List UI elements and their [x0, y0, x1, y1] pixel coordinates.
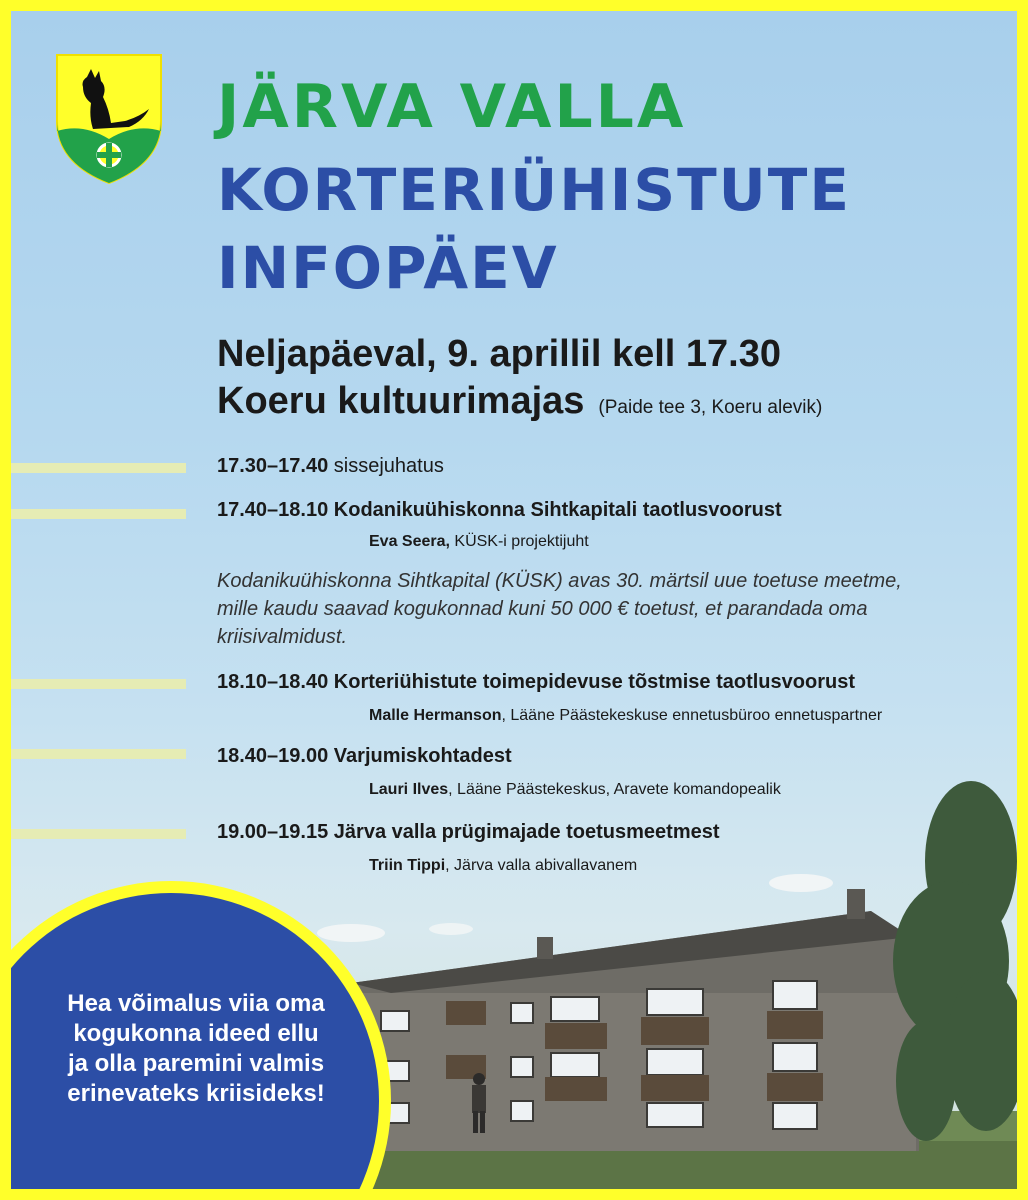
schedule-topic: Kodanikuühiskonna Sihtkapitali taotlusvoorust — [333, 499, 782, 521]
speaker-role: KÜSK-i projektijuht — [454, 533, 589, 550]
schedule-item-3 — [217, 671, 855, 694]
event-venue-line — [217, 379, 822, 425]
event-date-time: Neljapäeval, 9. aprillil kell 17.30 — [217, 333, 782, 375]
speaker-name: Triin Tippi — [369, 857, 446, 874]
decorative-bar — [11, 679, 186, 689]
decorative-bar — [11, 509, 186, 519]
poster-background — [11, 11, 1017, 1189]
schedule-item-1 — [217, 455, 444, 478]
schedule-topic: Järva valla prügimajade toetusmeetmest — [333, 821, 720, 843]
title-line-1: JÄRVA VALLA — [217, 72, 687, 142]
tree-illustration — [893, 781, 1017, 1141]
schedule-topic: Korteriühistute toimepidevuse tõstmise taotlusvoorust — [333, 671, 855, 693]
title-line-3: INFOPÄEV — [217, 234, 559, 302]
schedule-time: 17.30–17.40 — [217, 455, 329, 477]
schedule-item-2 — [217, 499, 782, 522]
title-line-2: KORTERIÜHISTUTE — [217, 156, 851, 224]
event-address: (Paide tee 3, Koeru alevik) — [598, 397, 823, 418]
speaker-name: Eva Seera, — [369, 533, 450, 550]
schedule-topic: sissejuhatus — [333, 455, 444, 477]
schedule-topic: Varjumiskohtadest — [333, 745, 512, 767]
description: Kodanikuühiskonna Sihtkapital (KÜSK) avas 30. märtsil uue toetuse meetme, mille kaudu saavad kogukonnad kuni 50 000 € toetust, et parandada oma kriisivalmidust. — [217, 570, 902, 648]
event-venue: Koeru kultuurimajas — [217, 380, 585, 422]
schedule-speaker — [369, 707, 882, 725]
schedule-time: 18.40–19.00 — [217, 745, 329, 767]
schedule-time: 19.00–19.15 — [217, 821, 329, 843]
schedule-speaker — [369, 533, 589, 551]
speaker-role: , Lääne Päästekeskuse ennetusbüroo ennetuspartner — [501, 707, 883, 724]
speaker-role: , Lääne Päästekeskus, Aravete komandopealik — [448, 781, 781, 798]
schedule-time: 17.40–18.10 — [217, 499, 329, 521]
speaker-name: Lauri Ilves — [369, 781, 449, 798]
speaker-role: , Järva valla abivallavanem — [445, 857, 638, 874]
speaker-name: Malle Hermanson — [369, 707, 502, 724]
coat-of-arms-icon — [53, 51, 165, 187]
schedule-time: 18.10–18.40 — [217, 671, 329, 693]
cross-in-circle-icon — [97, 143, 121, 167]
decorative-bar — [11, 463, 186, 473]
callout-text: Hea võimalus viia oma kogukonna ideed ellu ja olla paremini valmis erinevateks kriisideks! — [67, 990, 325, 1107]
